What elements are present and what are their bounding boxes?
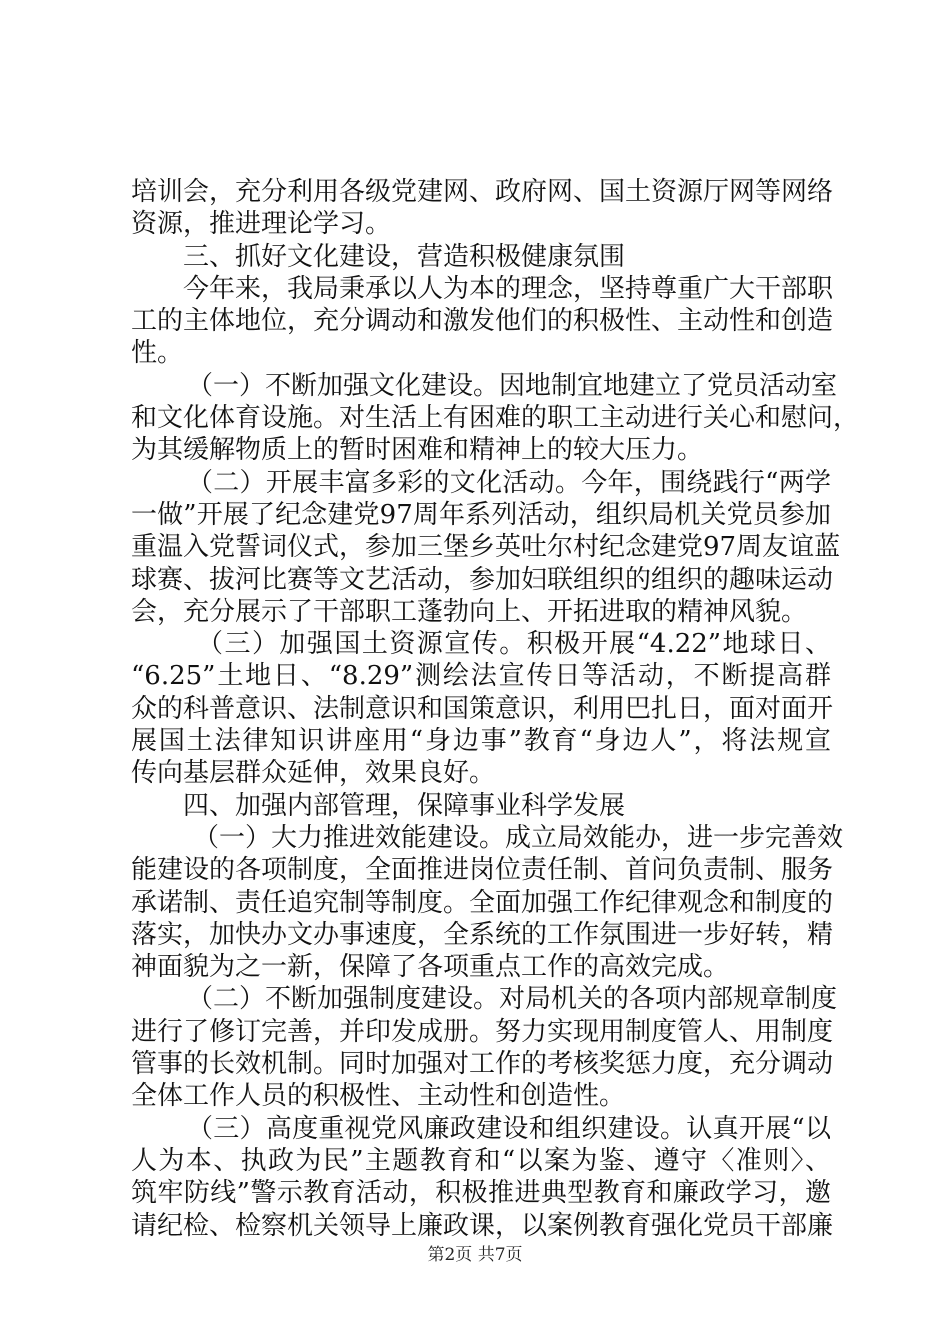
text-line: “6.25”土地日、“8.29”测绘法宣传日等活动，不断提高群	[131, 661, 831, 692]
text-line: 人为本、执政为民”主题教育和“以案为鉴、遵守〈准则〉、	[131, 1145, 831, 1176]
text-line: 工的主体地位，充分调动和激发他们的积极性、主动性和创造	[131, 306, 834, 337]
text-line: 全体工作人员的积极性、主动性和创造性。	[131, 1081, 626, 1112]
text-line: 管事的长效机制。同时加强对工作的考核奖惩力度，充分调动	[131, 1049, 834, 1080]
text-line: 众的科普意识、法制意识和国策意识，利用巴扎日，面对面开	[131, 693, 834, 724]
text-line: 重温入党誓词仪式，参加三堡乡英吐尔村纪念建党97周友谊蓝	[131, 532, 841, 563]
text-line: （一）大力推进效能建设。成立局效能办，进一步完善效	[193, 822, 844, 853]
text-line: （二）不断加强制度建设。对局机关的各项内部规章制度	[187, 984, 838, 1015]
text-line: 落实，加快办文办事速度，全系统的工作氛围进一步好转，精	[131, 919, 834, 950]
section-heading: 三、抓好文化建设，营造积极健康氛围	[183, 241, 626, 272]
text-line: （三）加强国土资源宣传。积极开展“4.22”地球日、	[197, 629, 831, 660]
text-line: 今年来，我局秉承以人为本的理念，坚持尊重广大干部职	[183, 273, 834, 304]
text-line: 一做”开展了纪念建党97周年系列活动，组织局机关党员参加	[131, 499, 831, 530]
text-line: 培训会，充分利用各级党建网、政府网、国土资源厅网等网络	[131, 177, 834, 207]
text-line: 请纪检、检察机关领导上廉政课，以案例教育强化党员干部廉	[131, 1210, 834, 1241]
text-line: 能建设的各项制度，全面推进岗位责任制、首问负责制、服务	[131, 855, 834, 886]
page-number-footer: 第2页 共7页	[427, 1245, 523, 1265]
text-line: 承诺制、责任追究制等制度。全面加强工作纪律观念和制度的	[131, 887, 834, 918]
text-line: 性。	[131, 338, 184, 369]
text-line: （二）开展丰富多彩的文化活动。今年，围绕践行“两学	[187, 467, 831, 498]
text-line: （三）高度重视党风廉政建设和组织建设。认真开展“以	[187, 1113, 831, 1144]
text-line: 会，充分展示了干部职工蓬勃向上、开拓进取的精神风貌。	[131, 596, 808, 627]
document-body	[131, 176, 860, 1242]
section-heading: 四、加强内部管理，保障事业科学发展	[183, 790, 626, 821]
text-line: 传向基层群众延伸，效果良好。	[131, 758, 496, 789]
text-line: （一）不断加强文化建设。因地制宜地建立了党员活动室	[187, 370, 838, 401]
text-line: 展国土法律知识讲座用“身边事”教育“身边人”，将法规宣	[131, 726, 831, 757]
text-line: 进行了修订完善，并印发成册。努力实现用制度管人、用制度	[131, 1016, 834, 1047]
text-line: 为其缓解物质上的暂时困难和精神上的较大压力。	[131, 435, 704, 466]
text-line: 筑牢防线”警示教育活动，积极推进典型教育和廉政学习，邀	[131, 1178, 831, 1209]
text-line: 资源，推进理论学习。	[131, 209, 392, 240]
text-line: 神面貌为之一新，保障了各项重点工作的高效完成。	[131, 952, 730, 983]
text-line: 和文化体育设施。对生活上有困难的职工主动进行关心和慰问，	[131, 403, 860, 434]
text-line: 球赛、拔河比赛等文艺活动，参加妇联组织的组织的趣味运动	[131, 564, 834, 595]
